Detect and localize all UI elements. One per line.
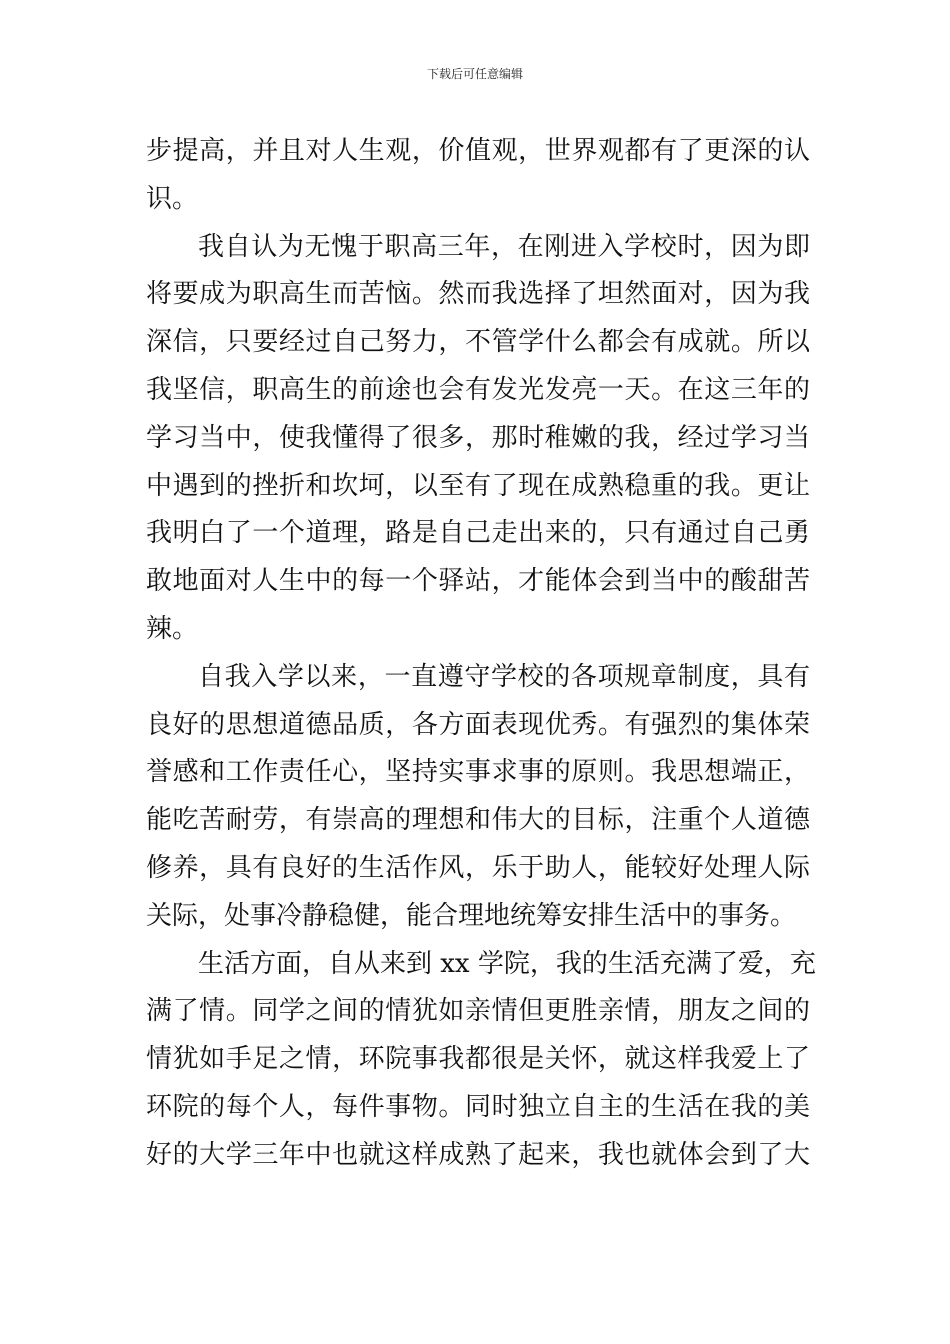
text-line: 良好的思想道德品质，各方面表现优秀。有强烈的集体荣	[146, 709, 810, 740]
text-line: 辣。	[146, 613, 199, 644]
text-line: 我坚信，职高生的前途也会有发光发亮一天。在这三年的	[146, 374, 810, 405]
text-line: 能吃苦耐劳，有崇高的理想和伟大的目标，注重个人道德	[146, 805, 810, 836]
text-line: 我明白了一个道理，路是自己走出来的，只有通过自己勇	[146, 518, 810, 549]
text-line: 情犹如手足之情，环院事我都很是关怀，就这样我爱上了	[146, 1044, 810, 1075]
text-line: 敢地面对人生中的每一个驿站，才能体会到当中的酸甜苦	[146, 566, 810, 597]
page-header: 下载后可任意编辑	[426, 67, 523, 81]
text-line: 生活方面，自从来到 xx 学院，我的生活充满了爱，充	[198, 948, 816, 979]
text-line: 识。	[146, 183, 199, 214]
text-line: 自我入学以来，一直遵守学校的各项规章制度，具有	[198, 661, 810, 692]
text-line: 学习当中，使我懂得了很多，那时稚嫩的我，经过学习当	[146, 422, 810, 453]
text-line: 好的大学三年中也就这样成熟了起来，我也就体会到了大	[146, 1139, 810, 1170]
document-body	[146, 128, 816, 1180]
text-line: 步提高，并且对人生观，价值观，世界观都有了更深的认	[146, 136, 810, 166]
text-line: 我自认为无愧于职高三年，在刚进入学校时，因为即	[198, 231, 810, 262]
text-line: 满了情。同学之间的情犹如亲情但更胜亲情，朋友之间的	[146, 996, 810, 1027]
text-line: 关际，处事冷静稳健，能合理地统筹安排生活中的事务。	[146, 900, 797, 931]
text-line: 誉感和工作责任心，坚持实事求事的原则。我思想端正，	[146, 757, 810, 788]
text-line: 环院的每个人，每件事物。同时独立自主的生活在我的美	[146, 1091, 810, 1122]
text-line: 将要成为职高生而苦恼。然而我选择了坦然面对，因为我	[146, 279, 810, 310]
text-line: 深信，只要经过自己努力，不管学什么都会有成就。所以	[146, 327, 810, 358]
text-line: 修养，具有良好的生活作风，乐于助人，能较好处理人际	[146, 852, 810, 883]
text-line: 中遇到的挫折和坎坷，以至有了现在成熟稳重的我。更让	[146, 470, 810, 501]
